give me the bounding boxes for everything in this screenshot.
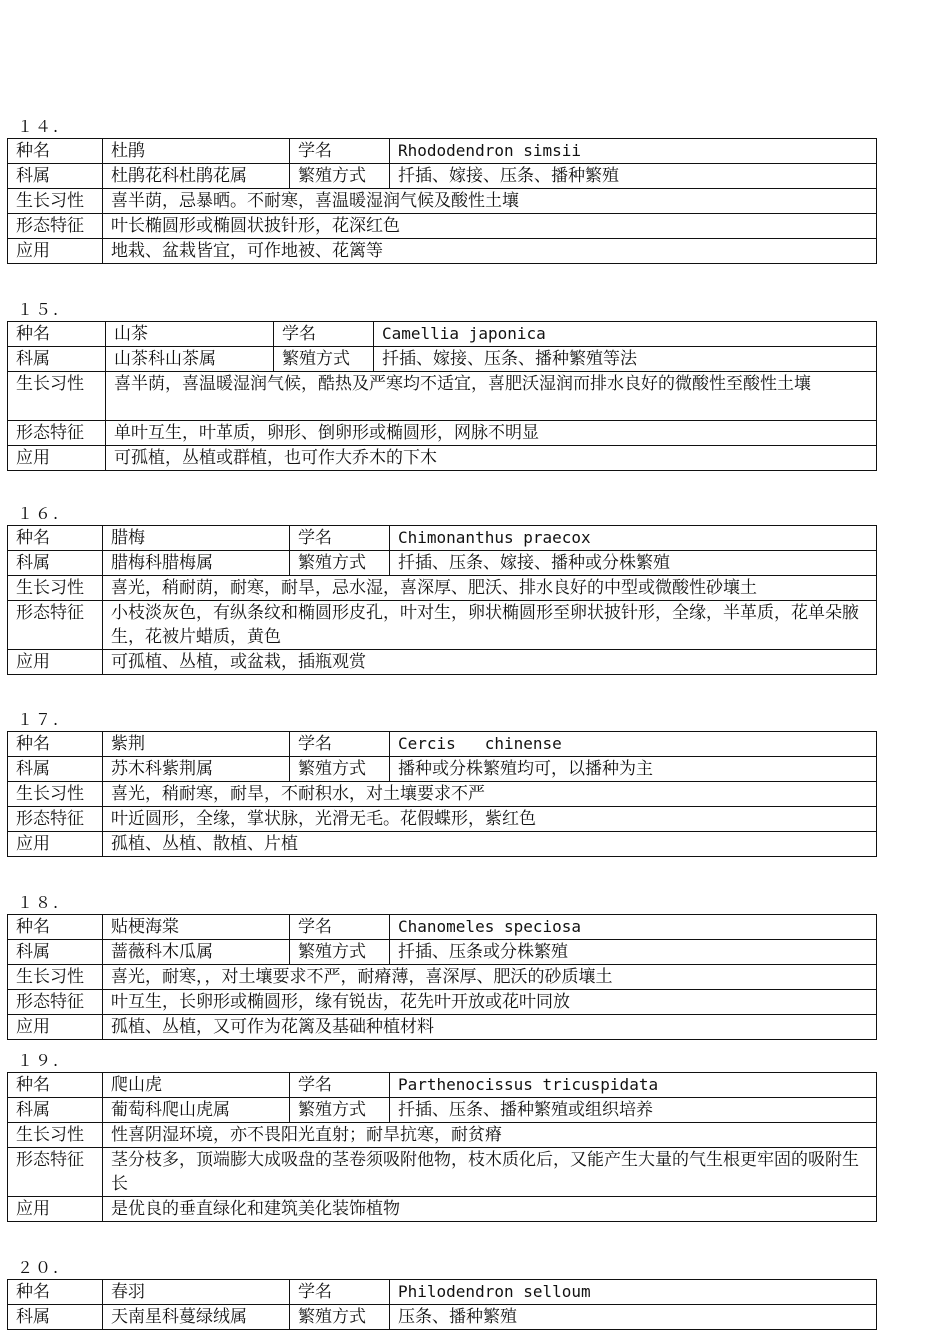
growth-habit: 喜半荫，喜温暖湿润气候，酷热及严寒均不适宜，喜肥沃湿润而排水良好的微酸性至酸性土壤	[106, 372, 877, 421]
species-name: 杜鹃	[103, 139, 290, 164]
table-row	[8, 965, 877, 990]
label-morphology: 形态特征	[8, 807, 103, 832]
plant-table	[7, 914, 877, 1040]
table-row	[8, 164, 877, 189]
species-name: 紫荆	[103, 732, 290, 757]
label-use: 应用	[8, 239, 103, 264]
plant-entry-16	[7, 503, 877, 675]
family-genus: 山茶科山茶属	[106, 347, 274, 372]
growth-habit: 喜光，稍耐寒，耐旱，不耐积水，对土壤要求不严	[103, 782, 877, 807]
label-family: 科属	[8, 164, 103, 189]
table-row	[8, 372, 877, 421]
table-row	[8, 239, 877, 264]
table-row	[8, 782, 877, 807]
plant-entry-17	[7, 709, 877, 857]
application: 孤植、丛植，又可作为花篱及基础种植材料	[103, 1015, 877, 1040]
label-use: 应用	[8, 446, 106, 471]
table-row	[8, 1123, 877, 1148]
label-use: 应用	[8, 650, 103, 675]
table-row	[8, 650, 877, 675]
label-propagation: 繁殖方式	[290, 757, 390, 782]
table-row	[8, 139, 877, 164]
label-propagation: 繁殖方式	[290, 1305, 390, 1330]
label-latin: 学名	[290, 1280, 390, 1305]
label-family: 科属	[8, 551, 103, 576]
family-genus: 天南星科蔓绿绒属	[103, 1305, 290, 1330]
label-species: 种名	[8, 526, 103, 551]
label-species: 种名	[8, 322, 106, 347]
latin-name: Parthenocissus tricuspidata	[390, 1073, 877, 1098]
entry-number: １９.	[17, 1051, 61, 1070]
label-habit: 生长习性	[8, 1123, 103, 1148]
label-habit: 生长习性	[8, 782, 103, 807]
plant-table	[7, 731, 877, 857]
table-row	[8, 1197, 877, 1222]
growth-habit: 喜光，稍耐荫，耐寒，耐旱，忌水湿，喜深厚、肥沃、排水良好的中型或微酸性砂壤土	[103, 576, 877, 601]
propagation-method: 扦插、压条或分株繁殖	[390, 940, 877, 965]
propagation-method: 压条、播种繁殖	[390, 1305, 877, 1330]
latin-name: Chimonanthus praecox	[390, 526, 877, 551]
species-name: 春羽	[103, 1280, 290, 1305]
application: 孤植、丛植、散植、片植	[103, 832, 877, 857]
morphology: 叶互生，长卵形或椭圆形，缘有锐齿，花先叶开放或花叶同放	[103, 990, 877, 1015]
latin-name: Rhododendron simsii	[390, 139, 877, 164]
table-row	[8, 551, 877, 576]
table-row	[8, 757, 877, 782]
entry-number: １４.	[17, 117, 61, 136]
label-morphology: 形态特征	[8, 214, 103, 239]
table-row	[8, 446, 877, 471]
label-species: 种名	[8, 915, 103, 940]
morphology: 单叶互生，叶革质，卵形、倒卵形或椭圆形，网脉不明显	[106, 421, 877, 446]
table-row	[8, 807, 877, 832]
application: 是优良的垂直绿化和建筑美化装饰植物	[103, 1197, 877, 1222]
application: 可孤植、丛植，或盆栽，插瓶观赏	[103, 650, 877, 675]
table-row	[8, 1148, 877, 1197]
table-row	[8, 1015, 877, 1040]
propagation-method: 扦插、嫁接、压条、播种繁殖	[390, 164, 877, 189]
table-row	[8, 915, 877, 940]
label-propagation: 繁殖方式	[290, 1098, 390, 1123]
table-row	[8, 526, 877, 551]
propagation-method: 播种或分株繁殖均可，以播种为主	[390, 757, 877, 782]
label-species: 种名	[8, 732, 103, 757]
label-use: 应用	[8, 1197, 103, 1222]
species-name: 山茶	[106, 322, 274, 347]
morphology: 叶长椭圆形或椭圆状披针形，花深红色	[103, 214, 877, 239]
table-row	[8, 601, 877, 650]
table-row	[8, 940, 877, 965]
label-species: 种名	[8, 139, 103, 164]
application: 地栽、盆栽皆宜，可作地被、花篱等	[103, 239, 877, 264]
plant-table	[7, 321, 877, 471]
growth-habit: 性喜阴湿环境，亦不畏阳光直射；耐旱抗寒，耐贫瘠	[103, 1123, 877, 1148]
table-row	[8, 1280, 877, 1305]
label-habit: 生长习性	[8, 576, 103, 601]
table-row	[8, 990, 877, 1015]
plant-entry-20	[7, 1257, 877, 1330]
morphology: 茎分枝多，顶端膨大成吸盘的茎卷须吸附他物，枝木质化后，又能产生大量的气生根更牢固的吸附生长	[103, 1148, 877, 1197]
latin-name: Camellia japonica	[374, 322, 877, 347]
plant-entry-19	[7, 1050, 877, 1222]
label-propagation: 繁殖方式	[290, 551, 390, 576]
plant-entry-18	[7, 892, 877, 1040]
growth-habit: 喜光，耐寒，，对土壤要求不严，耐瘠薄，喜深厚、肥沃的砂质壤土	[103, 965, 877, 990]
family-genus: 杜鹃花科杜鹃花属	[103, 164, 290, 189]
entry-number: ２０.	[17, 1258, 61, 1277]
morphology: 小枝淡灰色，有纵条纹和椭圆形皮孔，叶对生，卵状椭圆形至卵状披针形，全缘，半革质，花单朵腋生，花被片蜡质，黄色	[103, 601, 877, 650]
label-latin: 学名	[290, 1073, 390, 1098]
label-latin: 学名	[290, 732, 390, 757]
label-morphology: 形态特征	[8, 1148, 103, 1197]
propagation-method: 扦插、嫁接、压条、播种繁殖等法	[374, 347, 877, 372]
label-morphology: 形态特征	[8, 601, 103, 650]
species-name: 贴梗海棠	[103, 915, 290, 940]
label-species: 种名	[8, 1073, 103, 1098]
plant-table	[7, 525, 877, 675]
label-habit: 生长习性	[8, 372, 106, 421]
label-morphology: 形态特征	[8, 990, 103, 1015]
entry-number: １６.	[17, 504, 61, 523]
plant-table	[7, 1072, 877, 1222]
label-habit: 生长习性	[8, 189, 103, 214]
table-row	[8, 732, 877, 757]
table-row	[8, 1305, 877, 1330]
table-row	[8, 322, 877, 347]
species-name: 腊梅	[103, 526, 290, 551]
label-latin: 学名	[274, 322, 374, 347]
plant-entry-15	[7, 299, 877, 471]
latin-name: Cercis chinense	[390, 732, 877, 757]
table-row	[8, 1073, 877, 1098]
table-row	[8, 576, 877, 601]
family-genus: 葡萄科爬山虎属	[103, 1098, 290, 1123]
entry-number: １５.	[17, 300, 61, 319]
table-row	[8, 347, 877, 372]
label-family: 科属	[8, 1305, 103, 1330]
family-genus: 腊梅科腊梅属	[103, 551, 290, 576]
propagation-method: 扦插、压条、播种繁殖或组织培养	[390, 1098, 877, 1123]
label-family: 科属	[8, 347, 106, 372]
label-family: 科属	[8, 940, 103, 965]
entry-number: １７.	[17, 710, 61, 729]
species-name: 爬山虎	[103, 1073, 290, 1098]
latin-name: Chanomeles speciosa	[390, 915, 877, 940]
label-latin: 学名	[290, 139, 390, 164]
table-row	[8, 214, 877, 239]
morphology: 叶近圆形，全缘，掌状脉，光滑无毛。花假蝶形，紫红色	[103, 807, 877, 832]
plant-table	[7, 1279, 877, 1330]
label-family: 科属	[8, 757, 103, 782]
plant-table	[7, 138, 877, 264]
propagation-method: 扦插、压条、嫁接、播种或分株繁殖	[390, 551, 877, 576]
entry-number: １８.	[17, 893, 61, 912]
table-row	[8, 1098, 877, 1123]
latin-name: Philodendron selloum	[390, 1280, 877, 1305]
label-use: 应用	[8, 1015, 103, 1040]
label-propagation: 繁殖方式	[290, 164, 390, 189]
application: 可孤植，丛植或群植，也可作大乔木的下木	[106, 446, 877, 471]
label-family: 科属	[8, 1098, 103, 1123]
table-row	[8, 189, 877, 214]
label-latin: 学名	[290, 915, 390, 940]
growth-habit: 喜半荫，忌暴晒。不耐寒，喜温暖湿润气候及酸性土壤	[103, 189, 877, 214]
label-habit: 生长习性	[8, 965, 103, 990]
label-propagation: 繁殖方式	[290, 940, 390, 965]
label-use: 应用	[8, 832, 103, 857]
table-row	[8, 832, 877, 857]
label-morphology: 形态特征	[8, 421, 106, 446]
label-propagation: 繁殖方式	[274, 347, 374, 372]
family-genus: 苏木科紫荆属	[103, 757, 290, 782]
plant-entry-14	[7, 116, 877, 264]
table-row	[8, 421, 877, 446]
label-latin: 学名	[290, 526, 390, 551]
family-genus: 蔷薇科木瓜属	[103, 940, 290, 965]
label-species: 种名	[8, 1280, 103, 1305]
